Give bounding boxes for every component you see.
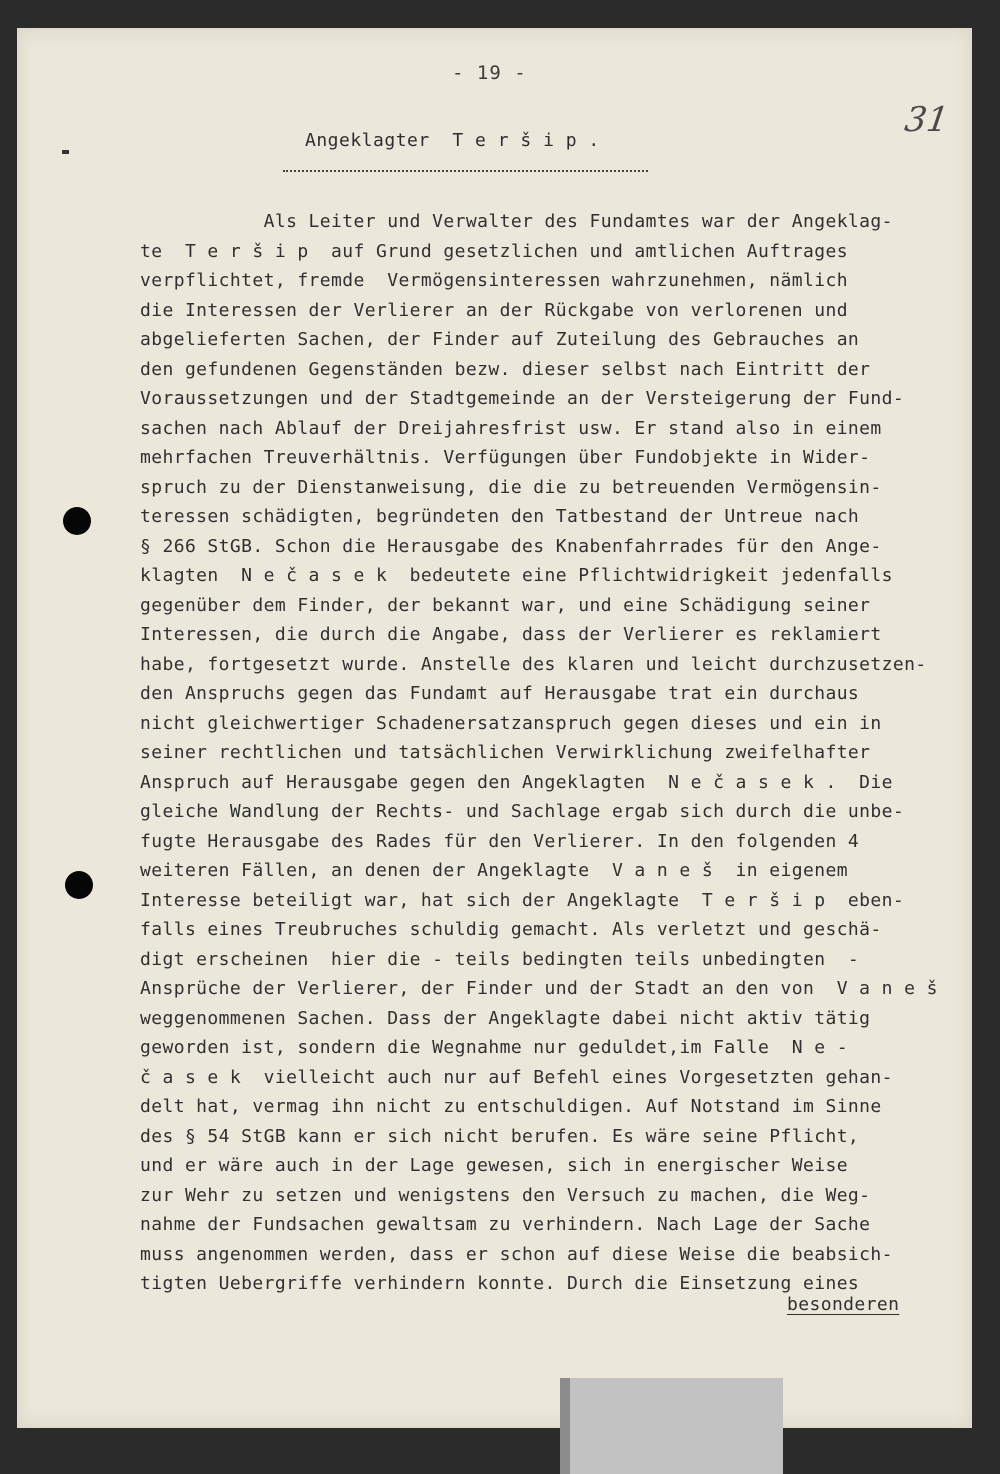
archive-number: 31 xyxy=(902,100,952,140)
text-line: weiteren Fällen, an denen der Angeklagte V a n e š in eigenem xyxy=(140,860,848,881)
text-line: die Interessen der Verlierer an der Rückgabe von verlorenen und xyxy=(140,299,848,321)
text-line: gegenüber dem Finder, der bekannt war, und eine Schädigung seiner xyxy=(140,594,871,616)
text-line: delt hat, vermag ihn nicht zu entschuldigen. Auf Notstand im Sinne xyxy=(140,1096,882,1117)
text-line: č a s e k vielleicht auch nur auf Befehl eines Vorgesetzten gehan- xyxy=(140,1066,893,1088)
text-line: geworden ist, sondern die Wegnahme nur geduldet,im Falle N e - xyxy=(140,1037,848,1058)
text-line: muss angenommen werden, dass er schon auf diese Weise die beabsich- xyxy=(140,1243,893,1265)
text-line: Als Leiter und Verwalter des Fundamtes war der Angeklag- xyxy=(140,211,893,232)
punch-hole-lower xyxy=(65,871,93,899)
section-heading: Angeklagter T e r š i p . xyxy=(305,130,600,151)
text-line: tigten Uebergriffe verhindern konnte. Durch die Einsetzung eines xyxy=(140,1273,860,1294)
text-line: des § 54 StGB kann er sich nicht berufen. Es wäre seine Pflicht, xyxy=(140,1125,860,1147)
body-text xyxy=(140,207,970,1299)
margin-mark xyxy=(62,150,69,154)
text-line: nicht gleichwertiger Schadenersatzanspruch gegen dieses und ein in xyxy=(140,712,882,734)
text-line: falls eines Treubruches schuldig gemacht. Als verletzt und geschä- xyxy=(140,919,882,940)
text-line: nahme der Fundsachen gewaltsam zu verhindern. Nach Lage der Sache xyxy=(140,1214,871,1235)
text-line: und er wäre auch in der Lage gewesen, sich in energischer Weise xyxy=(140,1155,848,1176)
text-line: Ansprüche der Verlierer, der Finder und der Stadt an den von V a n e š xyxy=(140,978,938,999)
punch-hole-upper xyxy=(63,507,91,535)
text-line: digt erscheinen hier die - teils bedingten teils unbedingten - xyxy=(140,948,860,970)
text-line: spruch zu der Dienstanweisung, die die zu betreuenden Vermögensin- xyxy=(140,476,882,498)
text-line: teressen schädigten, begründeten den Tatbestand der Untreue nach xyxy=(140,506,860,527)
text-line: sachen nach Ablauf der Dreijahresfrist usw. Er stand also in einem xyxy=(140,417,882,439)
text-line: habe, fortgesetzt wurde. Anstelle des klaren und leicht durchzusetzen- xyxy=(140,653,927,675)
text-line: weggenommenen Sachen. Dass der Angeklagte dabei nicht aktiv tätig xyxy=(140,1007,871,1029)
text-line: seiner rechtlichen und tatsächlichen Verwirklichung zweifelhafter xyxy=(140,742,871,763)
heading-underline xyxy=(283,170,648,172)
text-line: zur Wehr zu setzen und wenigstens den Versuch zu machen, die Weg- xyxy=(140,1184,871,1206)
text-line: Voraussetzungen und der Stadtgemeinde an der Versteigerung der Fund- xyxy=(140,388,905,409)
text-line: te T e r š i p auf Grund gesetzlichen und amtlichen Auftrages xyxy=(140,240,848,262)
text-line: klagten N e č a s e k bedeutete eine Pflichtwidrigkeit jedenfalls xyxy=(140,565,893,586)
text-line: fugte Herausgabe des Rades für den Verlierer. In den folgenden 4 xyxy=(140,830,860,852)
text-line: gleiche Wandlung der Rechts- und Sachlage ergab sich durch die unbe- xyxy=(140,801,905,822)
gray-reference-card xyxy=(560,1378,783,1474)
text-line: verpflichtet, fremde Vermögensinteressen wahrzunehmen, nämlich xyxy=(140,270,848,291)
text-line: § 266 StGB. Schon die Herausgabe des Knabenfahrrades für den Ange- xyxy=(140,535,882,557)
page-number: - 19 - xyxy=(452,62,527,84)
gray-reference-card-edge xyxy=(560,1378,570,1474)
text-line: Interessen, die durch die Angabe, dass der Verlierer es reklamiert xyxy=(140,624,882,645)
text-line: Interesse beteiligt war, hat sich der Angeklagte T e r š i p eben- xyxy=(140,889,905,911)
text-line: den gefundenen Gegenständen bezw. dieser selbst nach Eintritt der xyxy=(140,358,871,380)
text-line: Anspruch auf Herausgabe gegen den Angeklagten N e č a s e k . Die xyxy=(140,771,893,793)
text-line: abgelieferten Sachen, der Finder auf Zuteilung des Gebrauches an xyxy=(140,329,860,350)
text-line: den Anspruchs gegen das Fundamt auf Herausgabe trat ein durchaus xyxy=(140,683,860,704)
text-line: mehrfachen Treuverhältnis. Verfügungen über Fundobjekte in Wider- xyxy=(140,447,871,468)
catchword: besonderen xyxy=(787,1294,900,1315)
